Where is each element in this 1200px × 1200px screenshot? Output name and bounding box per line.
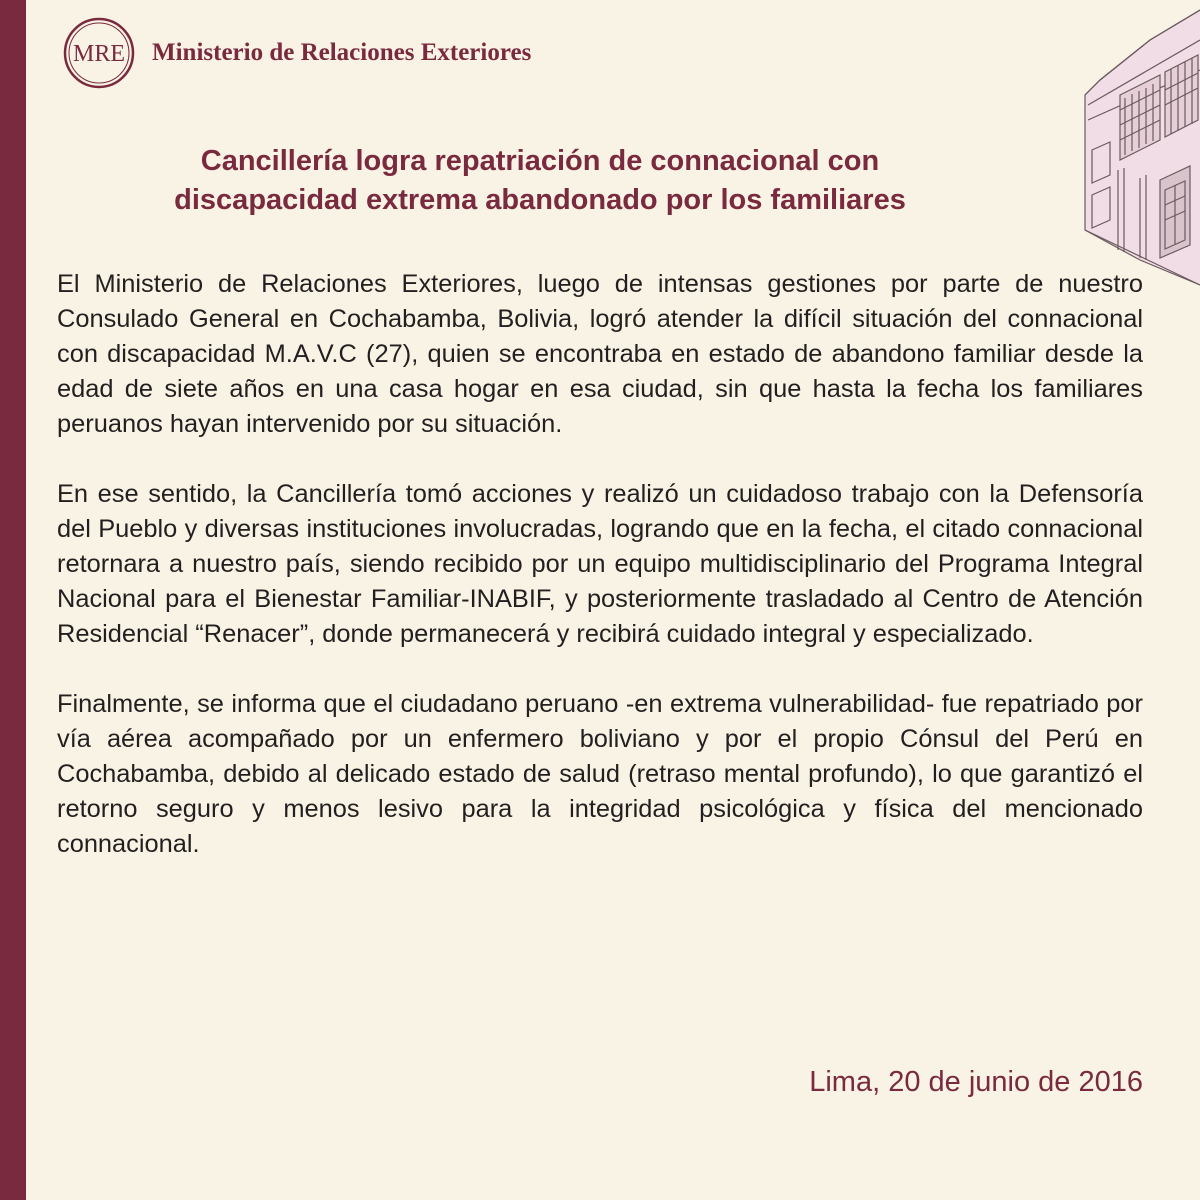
side-accent-bar: [0, 0, 26, 1200]
header: [62, 16, 531, 90]
title-line-1: Cancillería logra repatriación de connacional con: [200, 145, 880, 177]
paragraph-2: En ese sentido, la Cancillería tomó acciones y realizó un cuidadoso trabajo con la Defensoría del Pueblo y diversas instituciones involucradas, logrando que en la fecha, el citado connacional retornara a nuestro país, siendo recibido por un equipo multidisciplinario del Programa Integral Nacional para el Bienestar Familiar-INABIF, y posteriormente trasladado al Centro de Atención Residencial “Renacer”, donde permanecerá y recibirá cuidado integral y especializado.: [57, 480, 1143, 648]
paragraph-1: El Ministerio de Relaciones Exteriores, luego de intensas gestiones por parte de nuestro Consulado General en Cochabamba, Bolivia, logró atender la difícil situación del connacional con discapacidad M.A.V.C (27), quien se encontraba en estado de abandono familiar desde la edad de siete años en una casa hogar en esa ciudad, sin que hasta la fecha los familiares peruanos hayan intervenido por su situación.: [57, 270, 1143, 438]
date-line: Lima, 20 de junio de 2016: [809, 1066, 1143, 1098]
ministry-name: Ministerio de Relaciones Exteriores: [152, 39, 532, 66]
title-line-2: discapacidad extrema abandonado por los familiares: [174, 184, 906, 216]
colonial-building-illustration: [1040, 0, 1200, 290]
paragraph-3: Finalmente, se informa que el ciudadano peruano -en extrema vulnerabilidad- fue repatriado por vía aérea acompañado por un enfermero boliviano y por el propio Cónsul del Perú en Cochabamba, debido al delicado estado de salud (retraso mental profundo), lo que garantizó el retorno seguro y menos lesivo para la integridad psicológica y física del mencionado connacional.: [57, 690, 1143, 858]
mre-seal-icon: [62, 16, 136, 90]
seal-text: MRE: [72, 41, 126, 67]
press-release-title: [100, 142, 980, 220]
press-release-body: [57, 267, 1143, 897]
